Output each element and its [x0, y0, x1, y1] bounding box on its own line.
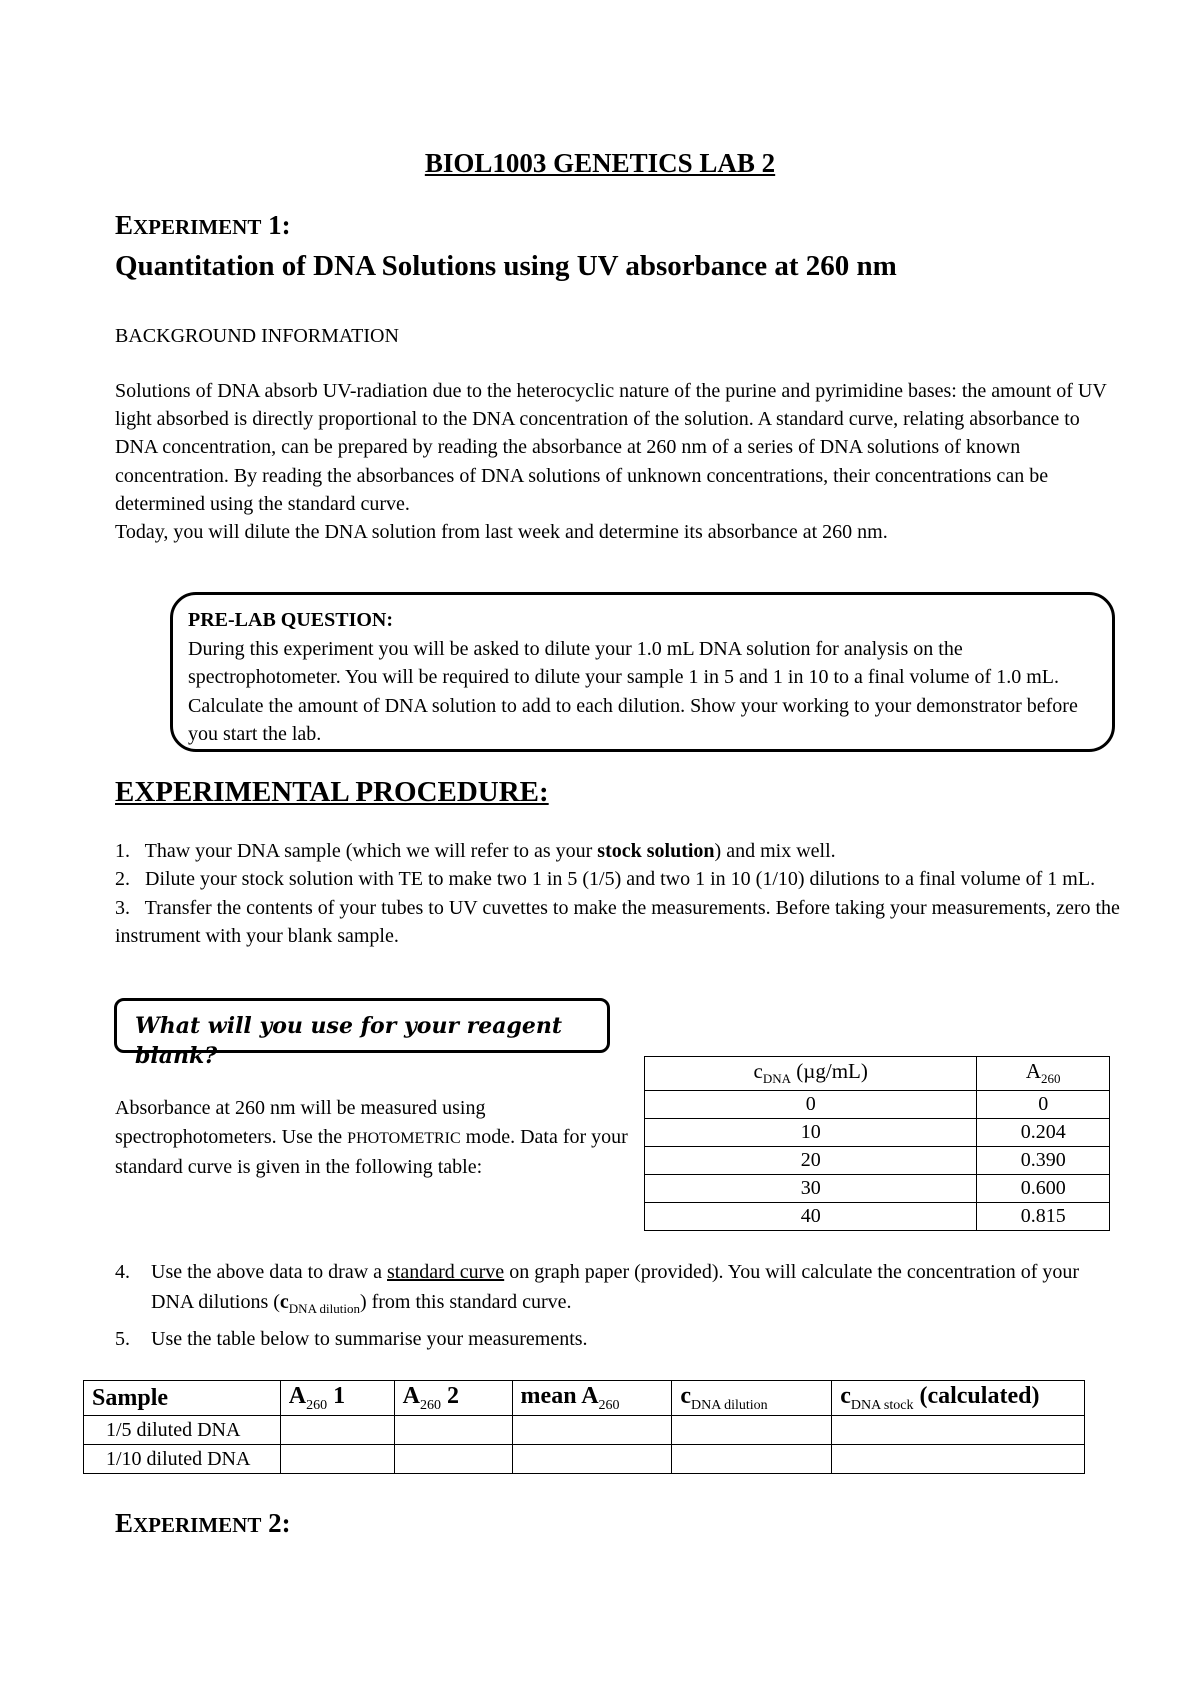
measurement-summary-table [83, 1380, 1085, 1474]
table-row [645, 1175, 1110, 1203]
empty-cell[interactable] [832, 1445, 1085, 1474]
concentration-cell: 20 [645, 1147, 977, 1175]
absorbance-cell: 0.390 [977, 1147, 1110, 1175]
background-today-text: Today, you will dilute the DNA solution from last week and determine its absorbance at 260 nm. [115, 521, 888, 544]
sample-cell: 1/10 diluted DNA [84, 1445, 281, 1474]
table-row [645, 1119, 1110, 1147]
concentration-cell: 10 [645, 1119, 977, 1147]
reagent-blank-callout [114, 998, 610, 1069]
prelab-heading: PRE-LAB QUESTION: [188, 609, 394, 631]
table-row [645, 1091, 1110, 1119]
empty-cell[interactable] [280, 1416, 394, 1445]
absorbance-cell: 0.204 [977, 1119, 1110, 1147]
table-row [84, 1445, 1085, 1474]
photometric-mode: PHOTOMETRIC [347, 1129, 461, 1147]
procedure-heading: EXPERIMENTAL PROCEDURE: [115, 776, 549, 808]
absorbance-cell: 0.815 [977, 1203, 1110, 1231]
table-row [645, 1203, 1110, 1231]
concentration-column-header: $c_{DNA}$ (µg/mL) [645, 1057, 977, 1091]
step-4: 4. Use the above data to draw a standard curve on graph paper (provided). You will calculate the concentration of your DNA dilutions $(c_{DNA dilution})$ from this standard curve. [115, 1261, 1080, 1316]
table-row [84, 1416, 1085, 1445]
standard-curve-table [644, 1056, 1110, 1231]
step-3: 3. Transfer the contents of your tubes to UV cuvettes to make the measurements. Before taking your measurements, zero the instrument with your blank sample. [115, 896, 1120, 947]
step-1: 1. Thaw your DNA sample (which we will refer to as your stock solution) and mix well. [115, 840, 836, 862]
procedure-steps-continued [115, 1257, 1115, 1354]
concentration-cell: 30 [645, 1175, 977, 1203]
absorbance-cell: 0.600 [977, 1175, 1110, 1203]
sample-cell: 1/5 diluted DNA [84, 1416, 281, 1445]
reagent-blank-question: What will you use for your reagent blank? [135, 1013, 563, 1069]
a260-2-column-header: $A_{260}$ 2 [394, 1381, 512, 1416]
document-title: BIOL1003 GENETICS LAB 2 [424, 148, 776, 178]
absorbance-column-header: $A_{260}$ [977, 1057, 1110, 1091]
c-dna-dilution-column-header: $c_{DNA dilution}$ [672, 1381, 832, 1416]
prelab-body: During this experiment you will be asked to dilute your 1.0 mL DNA solution for analysis on the spectrophotometer. You will be required to dilute your sample 1 in 5 and 1 in 10 to a final volume of 1.0 mL. Calculate the amount of DNA solution to add to each dilution. Show your working to your demonstrator before you start the lab. [188, 637, 1078, 745]
step-2: 2. Dilute your stock solution with TE to make two 1 in 5 (1/5) and two 1 in 10 (1/10) dilutions to a final volume of 1 mL. [115, 868, 1096, 891]
experiment-1-title: Quantitation of DNA Solutions using UV absorbance at 260 nm [115, 250, 897, 282]
background-paragraph [115, 377, 1115, 546]
sample-column-header: Sample [84, 1381, 281, 1416]
experiment-2-label: EXPERIMENT 2: [115, 1508, 291, 1538]
measurement-paragraph: Absorbance at 260 nm will be measured using spectrophotometers. Use the PHOTOMETRIC mode. Data for your standard curve is given in the following table: [115, 1097, 628, 1178]
absorbance-cell: 0 [977, 1091, 1110, 1119]
empty-cell[interactable] [394, 1445, 512, 1474]
c-dna-stock-column-header: $c_{DNA stock}$ (calculated) [832, 1381, 1085, 1416]
prelab-question [188, 606, 1108, 749]
a260-1-column-header: $A_{260}$ 1 [280, 1381, 394, 1416]
empty-cell[interactable] [394, 1416, 512, 1445]
table-header-row [84, 1381, 1085, 1416]
step-5: 5. Use the table below to summarise your measurements. [115, 1328, 588, 1350]
background-text: Solutions of DNA absorb UV-radiation due to the heterocyclic nature of the purine and pyrimidine bases: the amount of UV light absorbed is directly proportional to the DNA concentration of the solution. A standard curve, relating absorbance to DNA concentration, can be prepared by reading the absorbance at 260 nm of a series of DNA solutions of known concentration. By reading the absorbances of DNA solutions of unknown concentrations, their concentrations can be determined using the standard curve. [115, 380, 1107, 515]
concentration-cell: 40 [645, 1203, 977, 1231]
standard-curve-term: standard curve [387, 1261, 505, 1283]
experiment-1-label: EXPERIMENT 1: [115, 210, 291, 240]
background-heading: BACKGROUND INFORMATION [115, 325, 399, 347]
empty-cell[interactable] [832, 1416, 1085, 1445]
empty-cell[interactable] [672, 1445, 832, 1474]
table-header-row [645, 1057, 1110, 1091]
mean-a260-column-header: mean $A_{260}$ [512, 1381, 672, 1416]
procedure-steps [115, 837, 1125, 950]
empty-cell[interactable] [512, 1445, 672, 1474]
empty-cell[interactable] [512, 1416, 672, 1445]
concentration-cell: 0 [645, 1091, 977, 1119]
empty-cell[interactable] [672, 1416, 832, 1445]
empty-cell[interactable] [280, 1445, 394, 1474]
table-row [645, 1147, 1110, 1175]
